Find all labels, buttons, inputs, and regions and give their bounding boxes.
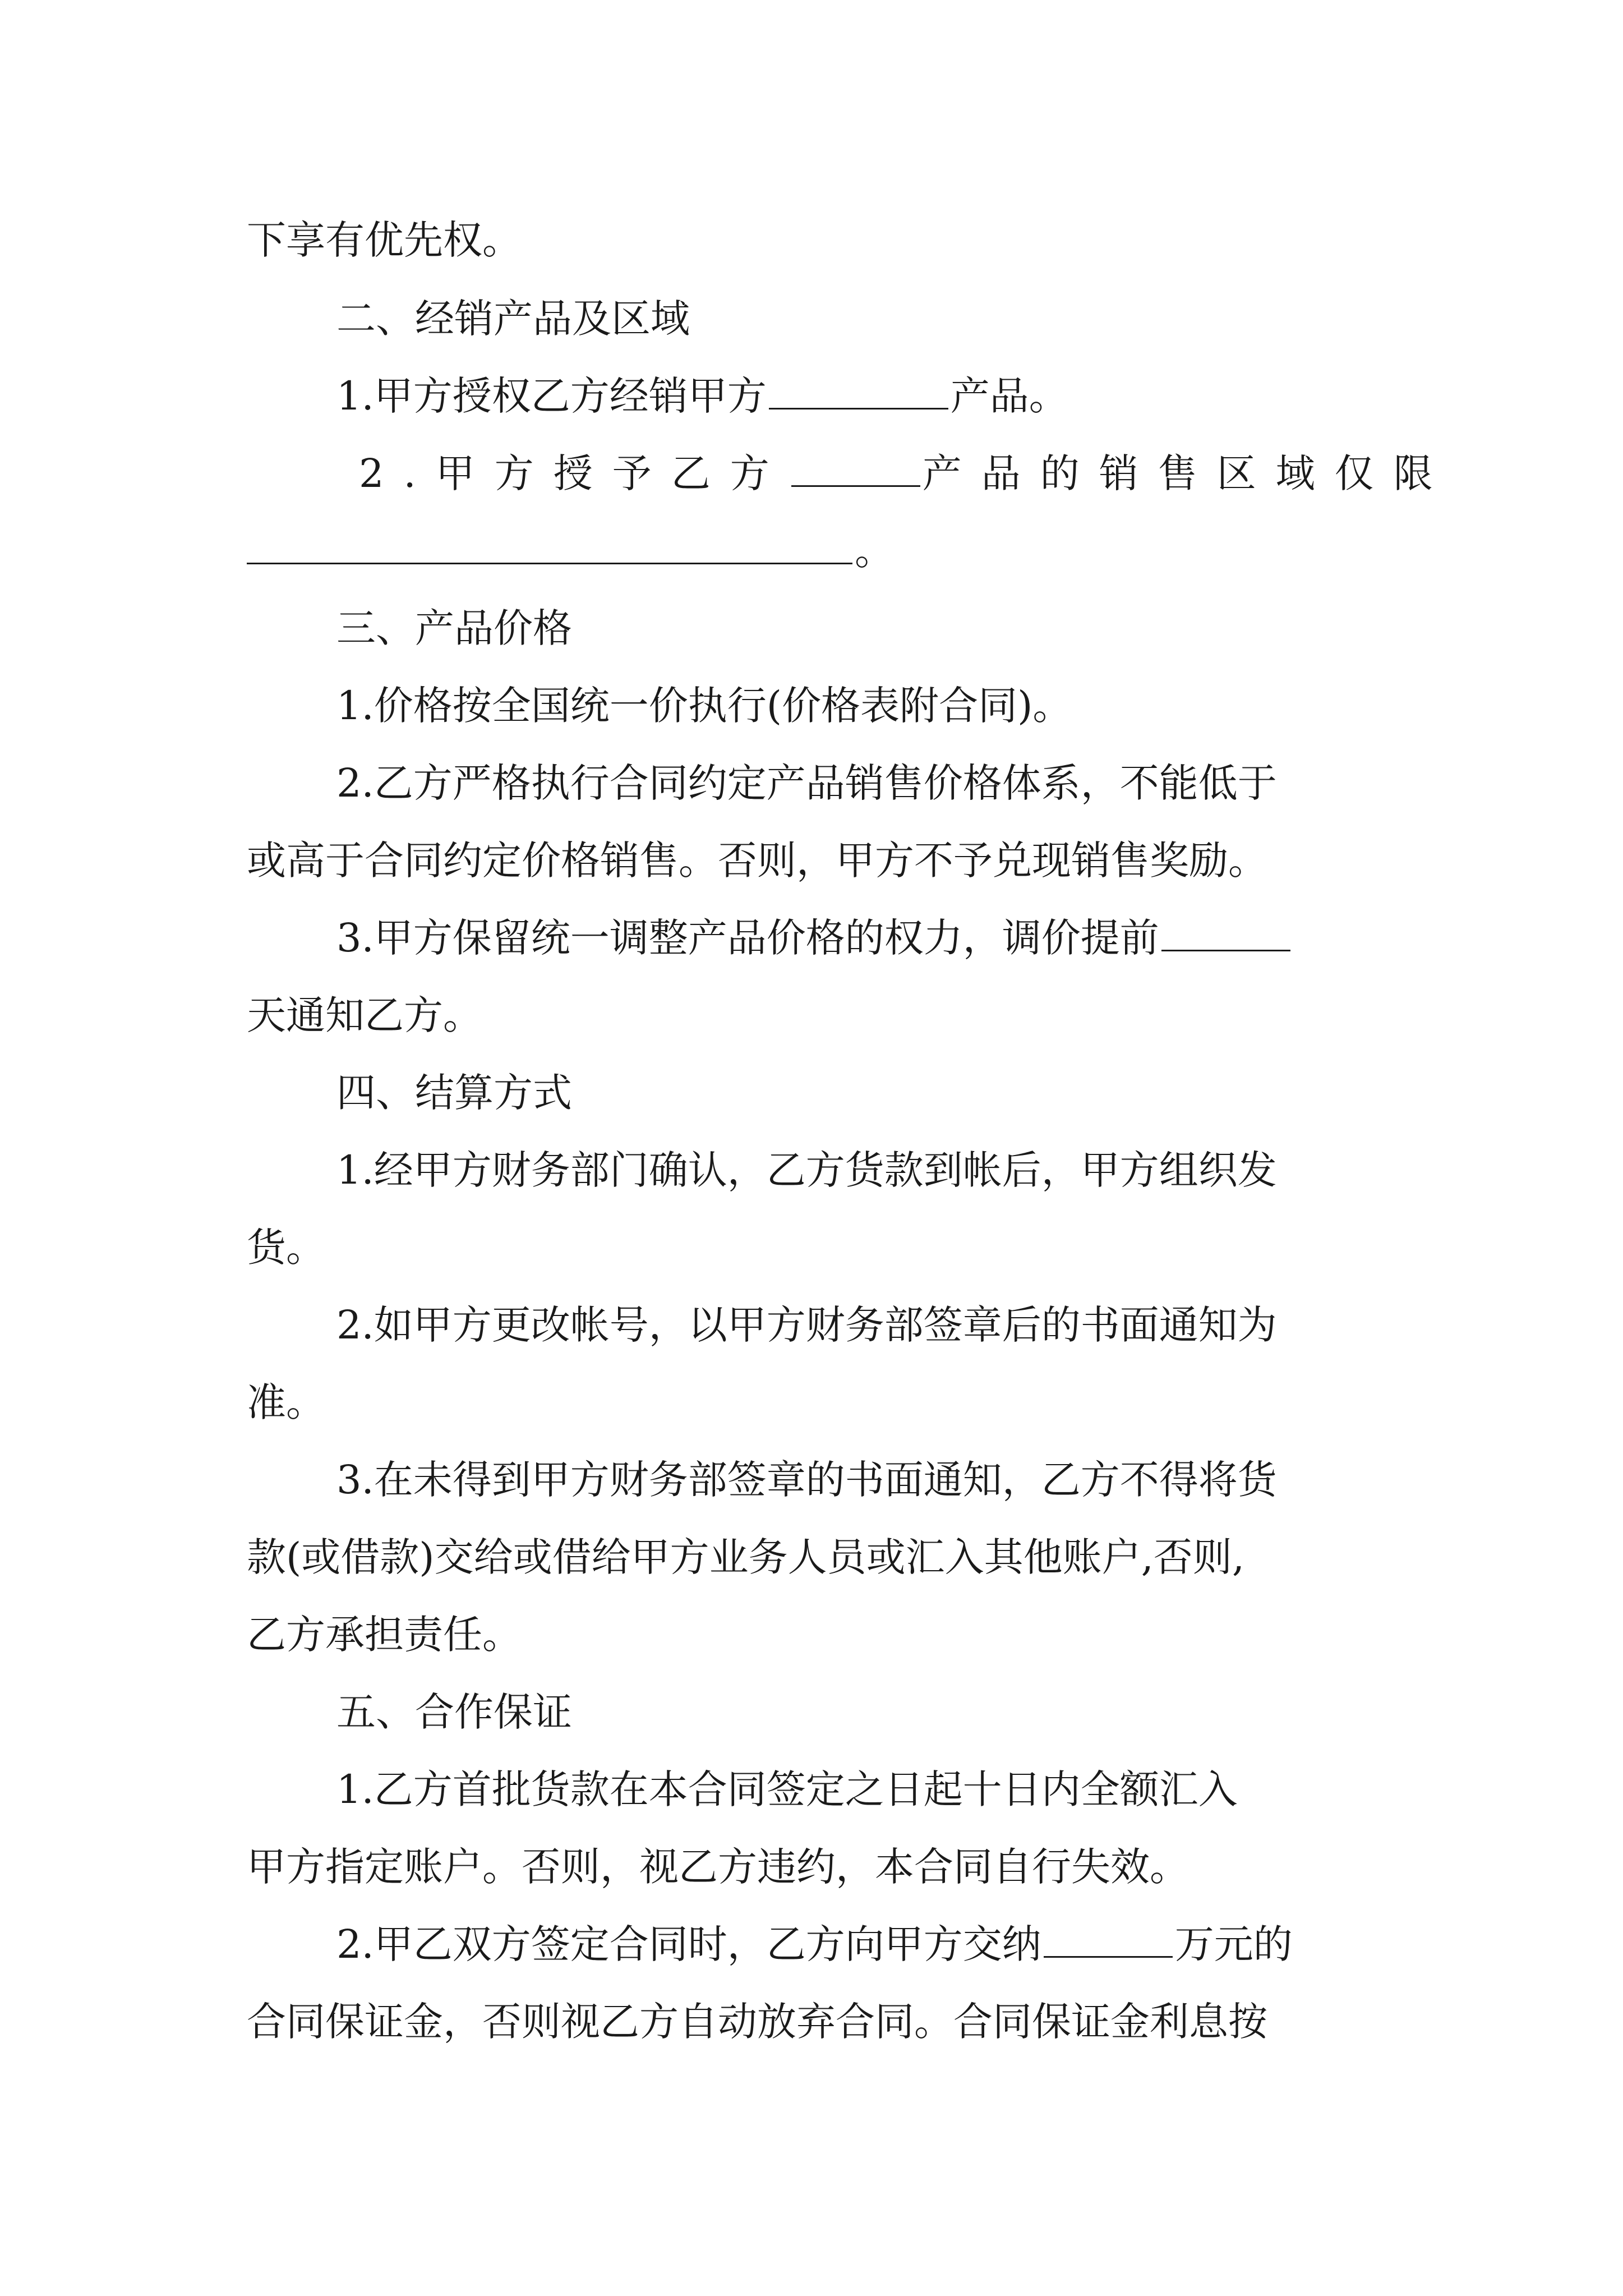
clause-line: 1.价格按全国统一价执行(价格表附合同)。: [336, 683, 1072, 729]
clause-line: 天通知乙方。: [247, 992, 482, 1038]
clause-line: 乙方承担责任。: [247, 1612, 522, 1658]
blank-field: [791, 453, 920, 487]
section-heading: 五、合作保证: [336, 1689, 572, 1735]
blank-field: [1044, 1924, 1173, 1958]
section-heading: 三、产品价格: [336, 605, 572, 651]
clause-line: 。: [0, 512, 1623, 590]
clause-line: 合同保证金，否则视乙方自动放弃合同。合同保证金利息按: [247, 1999, 1267, 2045]
clause-line: 准。: [247, 1379, 325, 1425]
clause-line: 1.乙方首批货款在本合同签定之日起十日内全额汇入: [336, 1766, 1238, 1812]
clause-line: 或高于合同约定价格销售。否则，甲方不予兑现销售奖励。: [247, 838, 1267, 884]
blank-field: [1161, 917, 1290, 951]
clause-line: 2.甲方授予乙方 产品的销售区域仅限: [359, 450, 1453, 496]
paragraph-line: 下享有优先权。: [247, 217, 522, 263]
clause-line: 1.甲方授权乙方经销甲方 产品。: [336, 373, 1068, 419]
clause-line: 款(或借款)交给或借给甲方业务人员或汇入其他账户,否则,: [247, 1534, 1245, 1580]
blank-field: [769, 375, 948, 409]
clause-line: 2.乙方严格执行合同约定产品销售价格体系，不能低于: [336, 760, 1277, 806]
blank-field: [247, 530, 852, 564]
clause-line: 货。: [247, 1225, 325, 1271]
clause-line: 甲方指定账户。否则，视乙方违约，本合同自行失效。: [247, 1844, 1189, 1890]
section-heading: 四、结算方式: [336, 1070, 572, 1116]
clause-line: 3.甲方保留统一调整产品价格的权力，调价提前: [0, 899, 1623, 977]
clause-line: 2.如甲方更改帐号，以甲方财务部签章后的书面通知为: [336, 1302, 1277, 1348]
section-heading: 二、经销产品及区域: [336, 296, 690, 342]
clause-line: 2.甲乙双方签定合同时，乙方向甲方交纳 万元的: [336, 1921, 1293, 1967]
clause-line: 1.经甲方财务部门确认，乙方货款到帐后，甲方组织发: [336, 1147, 1277, 1193]
clause-line: 3.在未得到甲方财务部签章的书面通知，乙方不得将货: [336, 1457, 1277, 1503]
